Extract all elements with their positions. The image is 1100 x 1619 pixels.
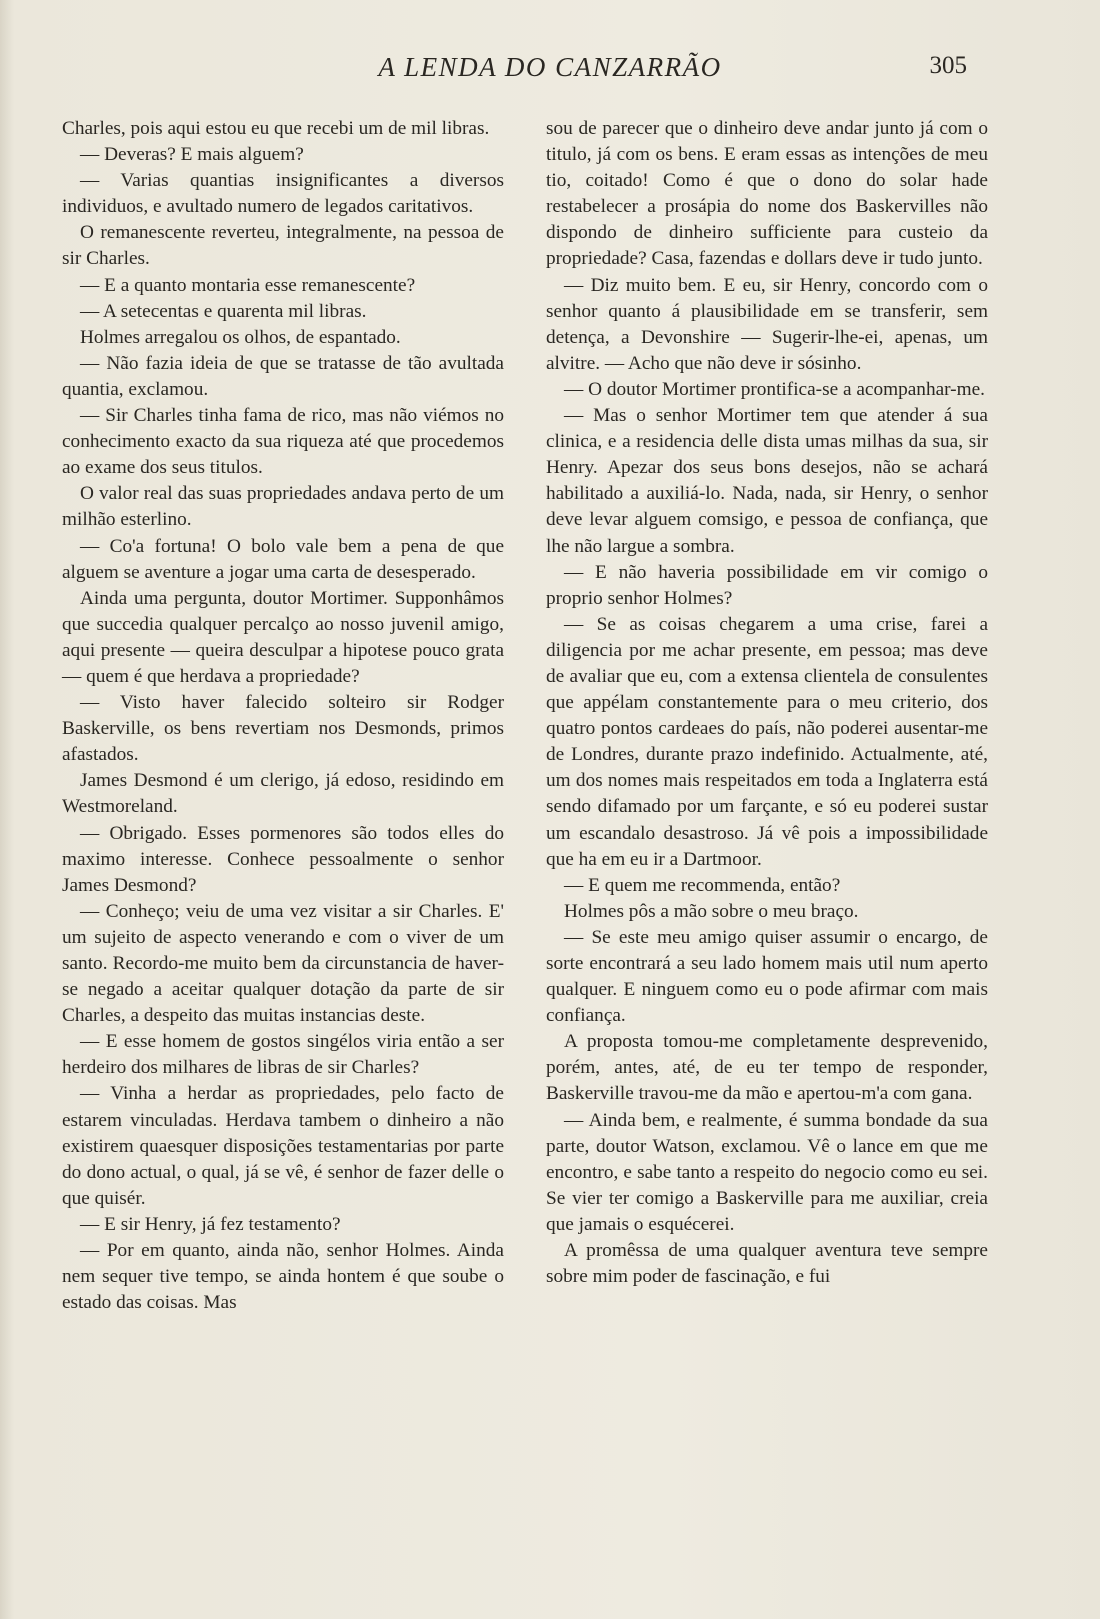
paragraph: James Desmond é um clerigo, já edoso, residindo em Westmoreland. — [62, 770, 504, 818]
paragraph: — Conheço; veiu de uma vez visitar a sir Charles. E' um sujeito de aspecto venerando e com o viver de um santo. Recordo-me muito bem da circunstancia de haver-se negado a aceitar qualquer dotação da parte de sir Charles, a despeito das muitas instancias deste. — [62, 900, 504, 1027]
paragraph: — Obrigado. Esses pormenores são todos elles do maximo interesse. Conhece pessoalmente o senhor James Desmond? — [62, 822, 504, 896]
paragraph: — Sir Charles tinha fama de rico, mas não viémos no conhecimento exacto da sua riqueza até que procedemos ao exame dos seus titulos. — [62, 405, 504, 479]
paragraph: — Se as coisas chegarem a uma crise, farei a diligencia por me achar presente, em pessoa; mas deve de avaliar que eu, com a extensa clientela de consulentes que appélam constantemente para o meu criterio, dos quatro pontos cardeaes do país, não poderei ausentar-me de Londres, durante prazo indefinido. Actualmente, até, um dos nomes mais respeitados em toda a Inglaterra está sendo difamado por um farçante, e só eu poderei sustar um escandalo desastroso. Já vê pois a impossibilidade que ha em eu ir a Dartmoor. — [546, 613, 988, 870]
paragraph: O remanescente reverteu, integralmente, na pessoa de sir Charles. — [62, 222, 504, 270]
paragraph: — Não fazia ideia de que se tratasse de tão avultada quantia, exclamou. — [62, 352, 504, 400]
paragraph: Ainda uma pergunta, doutor Mortimer. Supponhâmos que succedia qualquer percalço ao nosso juvenil amigo, aqui presente — queira desculpar a hipotese pouco grata — quem é que herdava a propriedade? — [62, 587, 504, 687]
paragraph: Charles, pois aqui estou eu que recebi um de mil libras. — [62, 118, 490, 139]
paragraph: — Visto haver falecido solteiro sir Rodger Baskerville, os bens revertiam nos Desmonds, primos afastados. — [62, 692, 504, 766]
paragraph: — E quem me recommenda, então? — [564, 874, 841, 896]
paragraph: A proposta tomou-me completamente desprevenido, porém, antes, até, de eu ter tempo de responder, Baskerville travou-me da mão e apertou-m'a com gana. — [546, 1031, 988, 1105]
paragraph: — E esse homem de gostos singélos viria então a ser herdeiro dos milhares de libras de sir Charles? — [62, 1031, 504, 1079]
paragraph: — E sir Henry, já fez testamento? — [80, 1213, 341, 1235]
paragraph: — E a quanto montaria esse remanescente? — [80, 274, 416, 296]
paragraph: — Ainda bem, e realmente, é summa bondade da sua parte, doutor Watson, exclamou. Vê o lance em que me encontro, e sabe tanto a respeito do negocio como eu sei. Se vier ter comigo a Baskerville para me auxiliar, creia que jamais o esquécerei. — [546, 1109, 988, 1235]
paragraph: — Se este meu amigo quiser assumir o encargo, de sorte encontrará a seu lado homem mais util num aperto qualquer. E ninguem como eu o pode afirmar com mais confiança. — [546, 926, 988, 1027]
left-column — [62, 116, 504, 1316]
paragraph: — E não haveria possibilidade em vir comigo o proprio senhor Holmes? — [546, 561, 988, 609]
right-column — [546, 116, 988, 1290]
page-number: 305 — [929, 52, 967, 79]
paragraph: — O doutor Mortimer prontifica-se a acompanhar-me. — [564, 378, 985, 400]
paragraph: — A setecentas e quarenta mil libras. — [80, 300, 367, 322]
paragraph: — Deveras? E mais alguem? — [80, 144, 304, 166]
paragraph: sou de parecer que o dinheiro deve andar junto já com o titulo, já com os bens. E eram essas as intenções de meu tio, coitado! Como é que o dono do solar hade restabelecer a prosápia do nome dos Baskervilles não dispondo de dinheiro sufficiente para custeio da propriedade? Casa, fazendas e dollars deve ir tudo junto. — [546, 118, 988, 270]
paragraph: Holmes arregalou os olhos, de espantado. — [80, 326, 401, 348]
paragraph: — Por em quanto, ainda não, senhor Holmes. Ainda nem sequer tive tempo, se ainda hontem é que soube o estado das coisas. Mas — [62, 1240, 504, 1314]
paragraph: — Varias quantias insignificantes a diversos individuos, e avultado numero de legados caritativos. — [62, 170, 504, 218]
paragraph: Holmes pôs a mão sobre o meu braço. — [564, 900, 859, 922]
paragraph: — Co'a fortuna! O bolo vale bem a pena de que alguem se aventure a jogar uma carta de desesperado. — [62, 535, 504, 583]
paragraph: O valor real das suas propriedades andava perto de um milhão esterlino. — [62, 483, 504, 531]
page-header — [0, 52, 1100, 92]
paragraph: — Mas o senhor Mortimer tem que atender á sua clinica, e a residencia delle dista umas milhas da sua, sir Henry. Apezar dos seus bons desejos, não se achará habilitado a auxiliá-lo. Nada, nada, sir Henry, o senhor deve levar alguem comsigo, e pessoa de confiança, que lhe não largue a sombra. — [546, 405, 988, 557]
paragraph: — Vinha a herdar as propriedades, pelo facto de estarem vinculadas. Herdava tambem o dinheiro a não existirem quaesquer disposições testamentarias por parte do dono actual, o qual, já se vê, é senhor de fazer delle o que quisér. — [62, 1083, 504, 1209]
paragraph: — Diz muito bem. E eu, sir Henry, concordo com o senhor quanto á plausibilidade em se transferir, sem detença, a Devonshire — Sugerir-lhe-ei, apenas, um alvitre. — Acho que não deve ir sósinho. — [546, 274, 988, 374]
running-title: A LENDA DO CANZARRÃO — [378, 52, 722, 82]
paragraph: A promêssa de uma qualquer aventura teve sempre sobre mim poder de fascinação, e fui — [546, 1240, 988, 1288]
